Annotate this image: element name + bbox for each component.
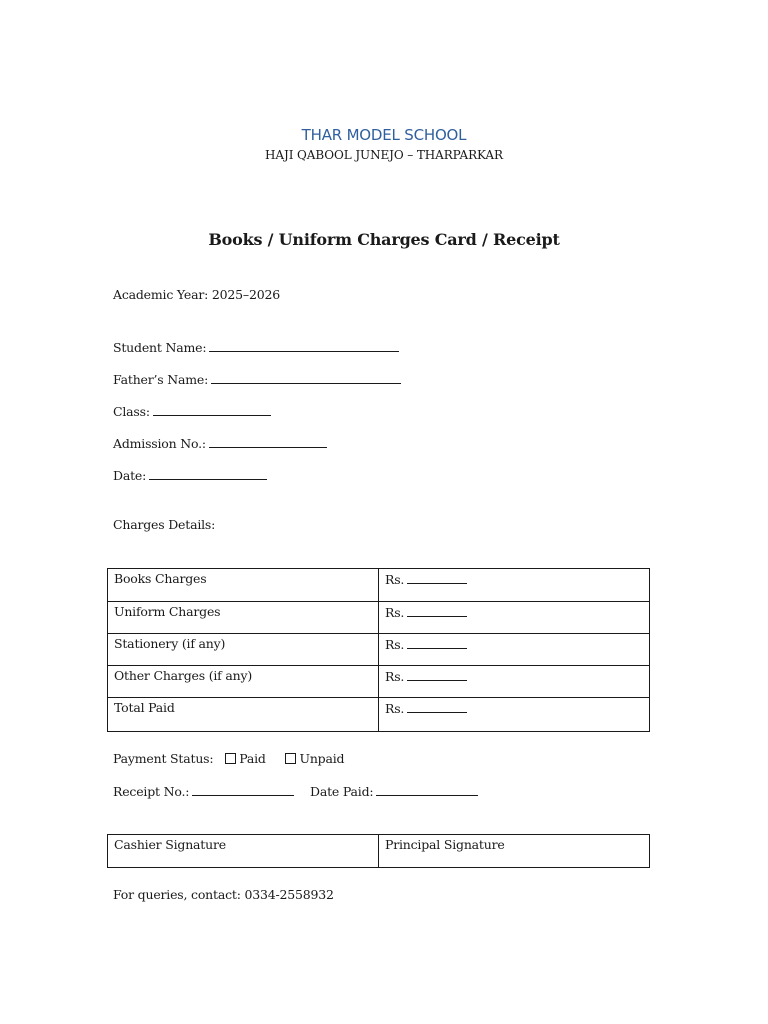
admission-no-label: Admission No.: [113,436,206,451]
class-label: Class: [113,404,150,419]
class-blank [153,403,271,416]
unpaid-label: Unpaid [299,751,345,766]
receipt-line [113,783,478,799]
charge-amount-blank [407,668,467,681]
cashier-signature-cell: Cashier Signature [108,835,379,868]
charges-row [108,569,650,602]
charge-amount-cell [379,666,650,698]
student-name-label: Student Name: [113,340,207,355]
school-address: HAJI QABOOL JUNEJO – THARPARKAR [265,148,503,162]
charge-amount-cell [379,602,650,634]
charge-amount-blank [407,604,467,617]
academic-year: Academic Year: 2025–2026 [113,287,280,302]
charge-item-cell: Books Charges [108,569,379,602]
charge-amount-blank [407,636,467,649]
date-paid-label: Date Paid: [310,784,374,799]
charges-row [108,634,650,666]
charges-row [108,666,650,698]
paid-checkbox[interactable] [225,753,236,764]
unpaid-checkbox[interactable] [285,753,296,764]
charge-amount-cell [379,698,650,732]
payment-status [113,751,344,766]
father-name-field [113,371,401,387]
date-blank [149,467,267,480]
charge-amount-cell [379,634,650,666]
school-name: THAR MODEL SCHOOL [301,126,467,144]
signature-row [108,835,650,868]
charge-amount-label: Rs. [385,572,405,587]
receipt-no-blank [192,783,294,796]
charge-amount-label: Rs. [385,669,405,684]
charge-item-cell: Uniform Charges [108,602,379,634]
principal-signature-cell: Principal Signature [379,835,650,868]
charge-amount-cell [379,569,650,602]
signature-table [107,834,650,868]
charge-amount-blank [407,571,467,584]
charge-item-cell: Other Charges (if any) [108,666,379,698]
charge-amount-label: Rs. [385,701,405,716]
charges-table [107,568,650,732]
charge-amount-blank [407,700,467,713]
student-name-field [113,339,399,355]
charge-amount-label: Rs. [385,637,405,652]
contact-footer: For queries, contact: 0334-2558932 [113,887,334,902]
admission-no-field [113,435,327,451]
charge-item-cell: Stationery (if any) [108,634,379,666]
paid-label: Paid [239,751,266,766]
document-title: Books / Uniform Charges Card / Receipt [208,230,560,249]
charge-amount-label: Rs. [385,605,405,620]
paid-option[interactable] [225,751,266,766]
father-name-blank [211,371,401,384]
date-field [113,467,267,483]
charges-row [108,602,650,634]
charges-heading: Charges Details: [113,517,216,532]
date-paid-blank [376,783,478,796]
admission-no-blank [209,435,327,448]
date-label: Date: [113,468,147,483]
payment-status-label: Payment Status: [113,751,214,766]
receipt-no-label: Receipt No.: [113,784,190,799]
class-field [113,403,271,419]
charge-item-cell: Total Paid [108,698,379,732]
student-name-blank [209,339,399,352]
charges-row [108,698,650,732]
unpaid-option[interactable] [285,751,344,766]
father-name-label: Father’s Name: [113,372,209,387]
